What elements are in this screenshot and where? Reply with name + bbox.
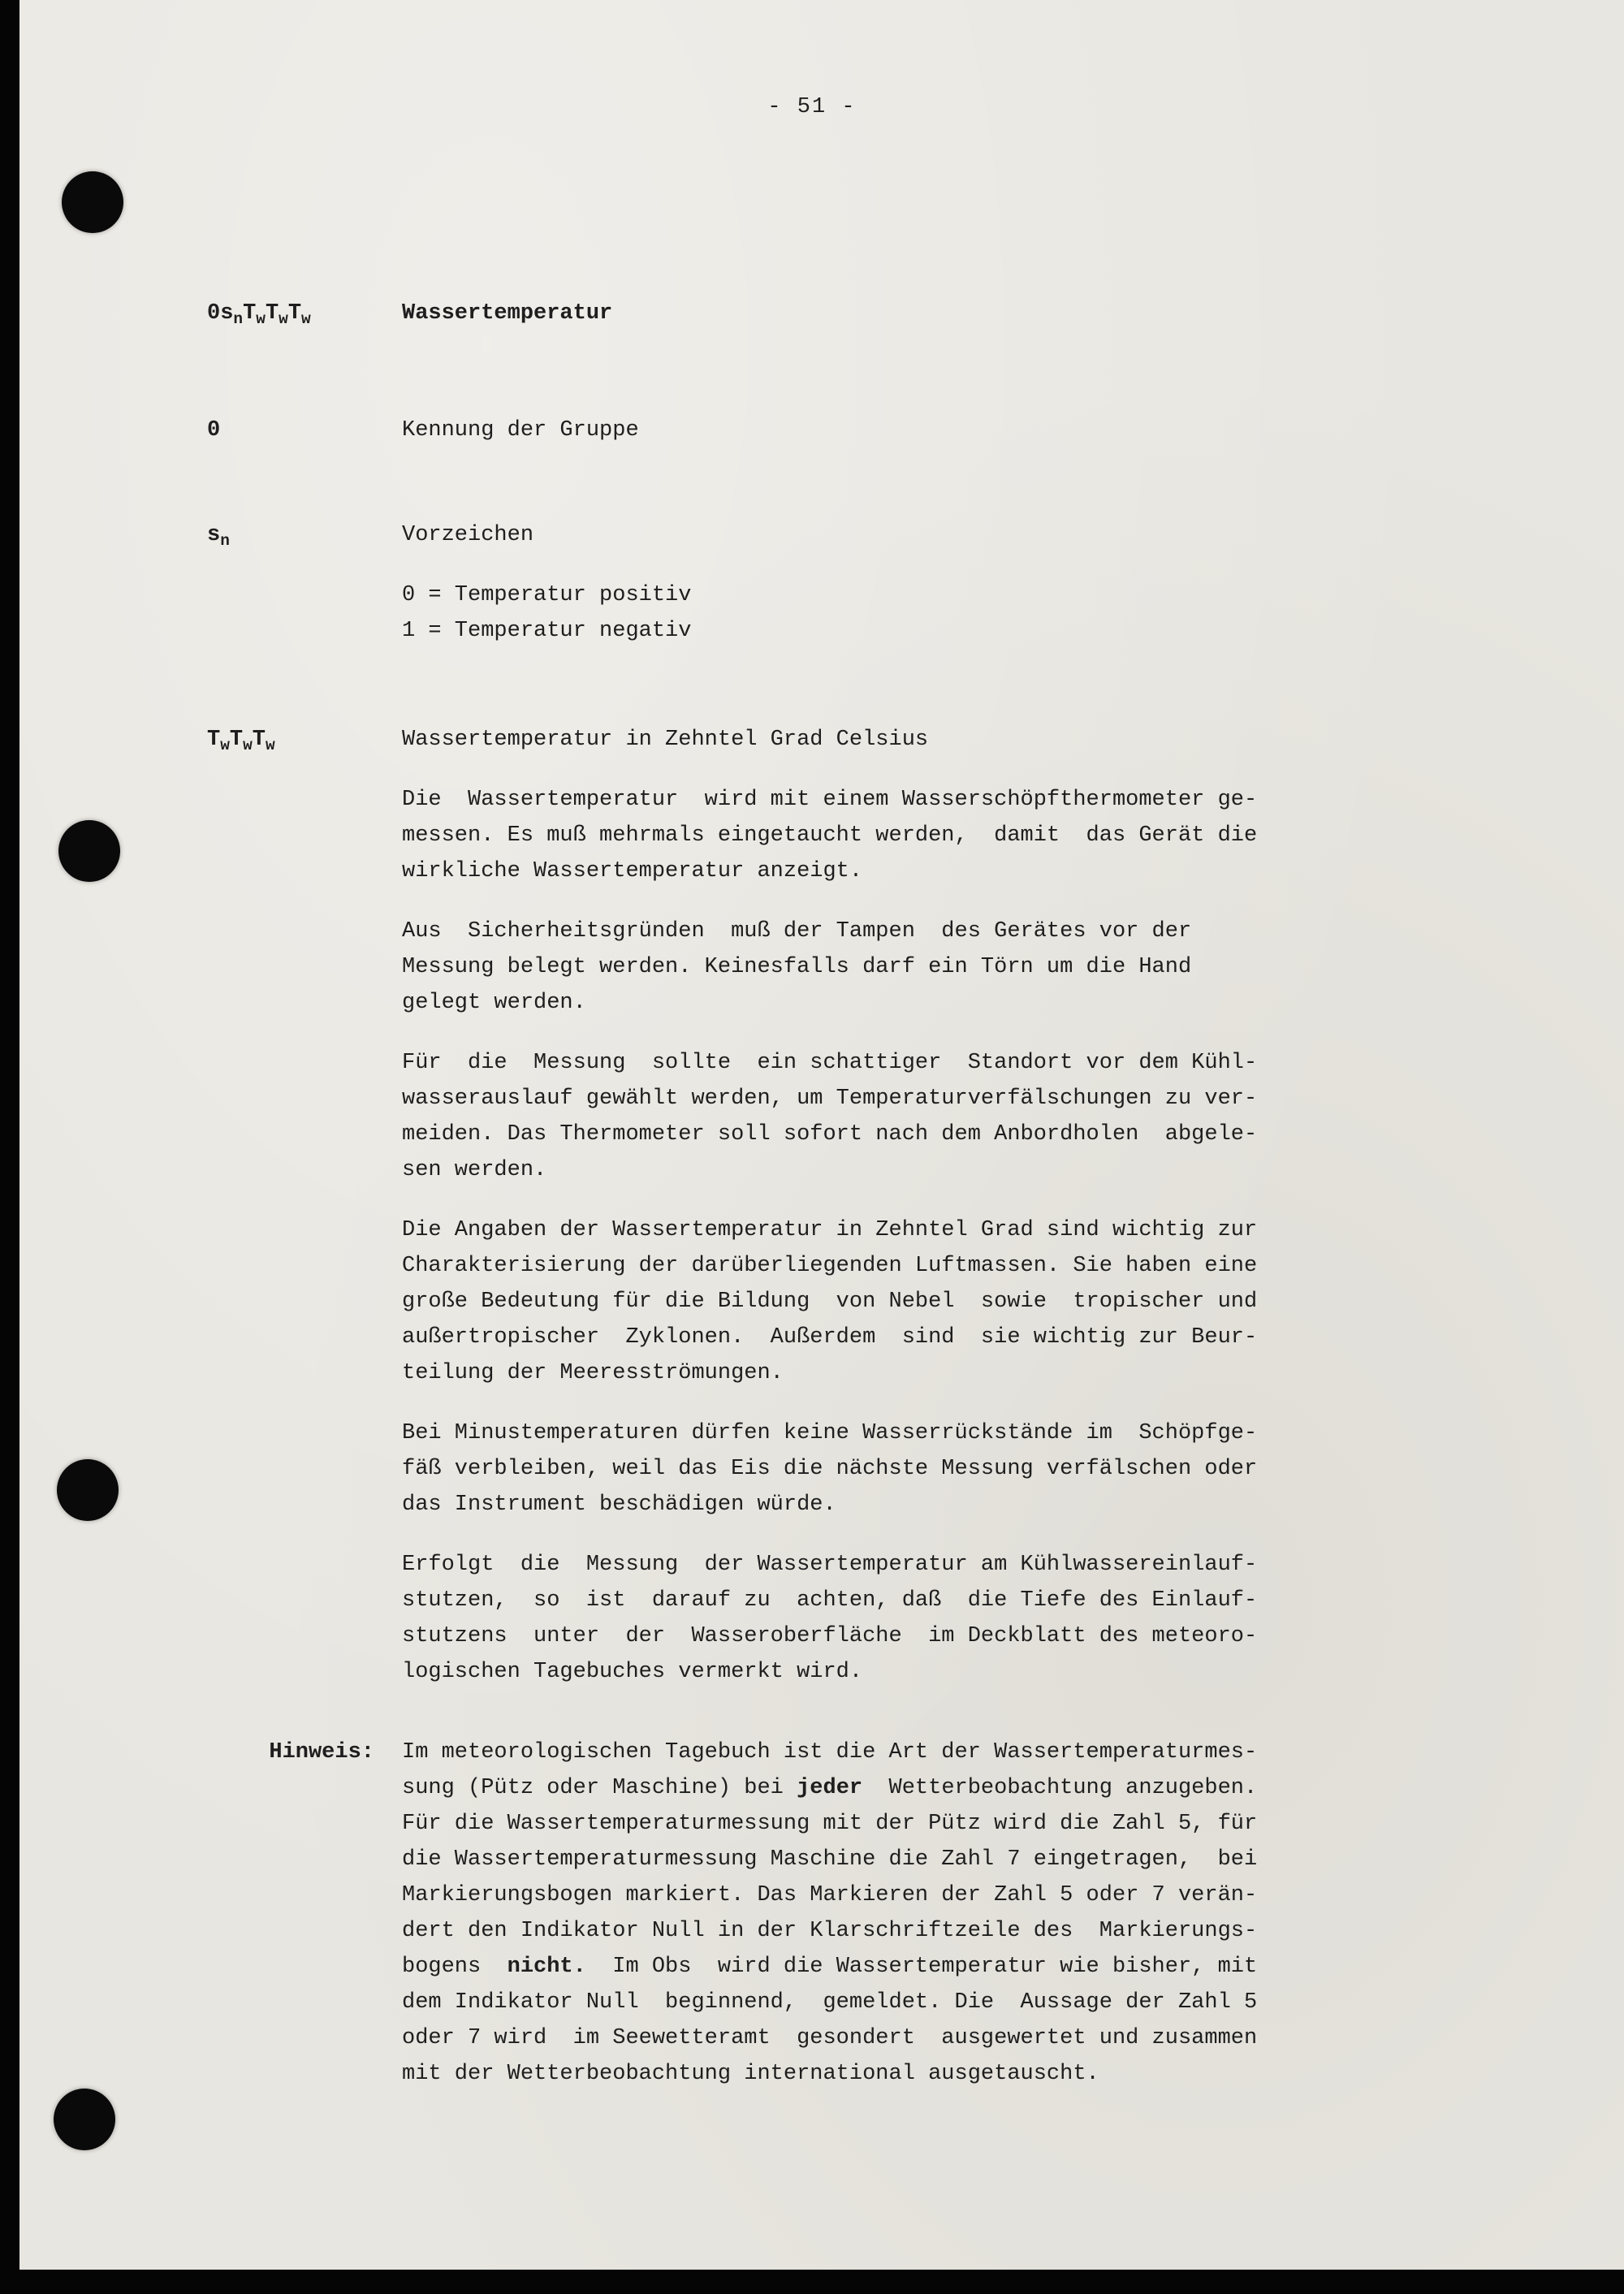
text-line: wirkliche Wassertemperatur anzeigt.: [402, 859, 863, 883]
paragraph: [402, 722, 1478, 758]
text-line: logischen Tagebuches vermerkt wird.: [402, 1660, 863, 1684]
paragraph: [402, 1547, 1478, 1690]
text-line: Für die Wassertemperaturmessung mit der Pütz wird die Zahl 5, für: [402, 1812, 1258, 1836]
section-body: [402, 517, 1478, 649]
text-line: Wassertemperatur: [402, 301, 613, 326]
text-line: messen. Es muß mehrmals eingetaucht werden, damit das Gerät die: [402, 823, 1258, 848]
text-line: große Bedeutung für die Bildung von Nebel sowie tropischer und: [402, 1290, 1258, 1314]
symbol-code: 0: [207, 418, 221, 443]
text-line: die Wassertemperaturmessung Maschine die Zahl 7 eingetragen, bei: [402, 1847, 1258, 1872]
document-section: [207, 296, 1478, 331]
text-line: wasserauslauf gewählt werden, um Temperaturverfälschungen zu ver-: [402, 1087, 1258, 1111]
text-line: mit der Wetterbeobachtung international ausgetauscht.: [402, 2062, 1099, 2086]
symbol-column: [207, 722, 402, 758]
text-line: oder 7 wird im Seewetteramt gesondert ausgewertet und zusammen: [402, 2026, 1258, 2050]
text-line: meiden. Das Thermometer soll sofort nach dem Anbordholen abgele-: [402, 1122, 1258, 1147]
paragraph: [402, 577, 1478, 649]
paragraph: [402, 296, 1478, 331]
text-line: Aus Sicherheitsgründen muß der Tampen des Gerätes vor der: [402, 919, 1192, 944]
paragraph: [402, 517, 1478, 553]
paragraph: [402, 1212, 1478, 1391]
note-label-column: [207, 1735, 402, 1770]
text-line: Vorzeichen: [402, 523, 534, 547]
text-line: Kennung der Gruppe: [402, 418, 639, 443]
symbol-column: [207, 517, 402, 553]
text-line: Markierungsbogen markiert. Das Markieren der Zahl 5 oder 7 verän-: [402, 1883, 1258, 1907]
symbol-code: 0snTwTwTw: [207, 301, 311, 328]
document-body: [0, 296, 1624, 2092]
symbol-code: sn: [207, 523, 230, 550]
document-section: [207, 1735, 1478, 2092]
text-line: stutzen, so ist darauf zu achten, daß die Tiefe des Einlauf-: [402, 1588, 1258, 1613]
document-section: [207, 413, 1478, 448]
document-section: [207, 722, 1478, 1690]
paragraph: [402, 413, 1478, 448]
text-line: Messung belegt werden. Keinesfalls darf ein Törn um die Hand: [402, 955, 1192, 979]
paragraph: [402, 1045, 1478, 1188]
page-number: - 51 -: [767, 95, 857, 119]
document-section: [207, 517, 1478, 649]
section-body: [402, 413, 1478, 448]
text-line: gelegt werden.: [402, 991, 586, 1015]
punch-hole: [58, 820, 120, 882]
symbol-column: [207, 296, 402, 331]
text-line: Für die Messung sollte ein schattiger Standort vor dem Kühl-: [402, 1051, 1258, 1075]
text-line: Wassertemperatur in Zehntel Grad Celsius: [402, 728, 929, 752]
scan-edge-bottom: [0, 2270, 1624, 2294]
text-line: außertropischer Zyklonen. Außerdem sind sie wichtig zur Beur-: [402, 1325, 1258, 1350]
note-label: Hinweis:: [269, 1740, 374, 1765]
text-line: sung (Pütz oder Maschine) bei jeder Wetterbeobachtung anzugeben.: [402, 1776, 1258, 1800]
text-line: dem Indikator Null beginnend, gemeldet. Die Aussage der Zahl 5: [402, 1990, 1258, 2015]
punch-hole: [54, 2089, 115, 2150]
section-body: [402, 1735, 1478, 2092]
punch-hole: [62, 171, 123, 233]
emphasized-text: jeder: [797, 1776, 863, 1800]
text-line: Die Wassertemperatur wird mit einem Wasserschöpfthermometer ge-: [402, 788, 1258, 812]
symbol-column: [207, 413, 402, 448]
section-body: [402, 296, 1478, 331]
section-body: [402, 722, 1478, 1690]
paragraph: [402, 782, 1478, 889]
paragraph: [402, 1735, 1478, 2092]
symbol-code: TwTwTw: [207, 728, 275, 754]
text-line: das Instrument beschädigen würde.: [402, 1493, 836, 1517]
text-line: fäß verbleiben, weil das Eis die nächste Messung verfälschen oder: [402, 1457, 1258, 1481]
text-line: Die Angaben der Wassertemperatur in Zehntel Grad sind wichtig zur: [402, 1218, 1258, 1242]
paragraph: [402, 1415, 1478, 1523]
text-line: teilung der Meeresströmungen.: [402, 1361, 784, 1385]
scan-edge-left: [0, 0, 19, 2294]
text-line: Charakterisierung der darüberliegenden Luftmassen. Sie haben eine: [402, 1254, 1258, 1278]
text-line: 1 = Temperatur negativ: [402, 619, 692, 643]
punch-hole: [57, 1459, 119, 1521]
paragraph: [402, 914, 1478, 1021]
text-line: dert den Indikator Null in der Klarschriftzeile des Markierungs-: [402, 1919, 1258, 1943]
text-line: Im meteorologischen Tagebuch ist die Art der Wassertemperaturmes-: [402, 1740, 1258, 1765]
text-line: Erfolgt die Messung der Wassertemperatur am Kühlwassereinlauf-: [402, 1553, 1258, 1577]
text-line: bogens nicht. Im Obs wird die Wassertemperatur wie bisher, mit: [402, 1955, 1258, 1979]
emphasized-text: nicht.: [507, 1955, 586, 1979]
text-line: Bei Minustemperaturen dürfen keine Wasserrückstände im Schöpfge-: [402, 1421, 1258, 1445]
text-line: stutzens unter der Wasseroberfläche im Deckblatt des meteoro-: [402, 1624, 1258, 1648]
text-line: 0 = Temperatur positiv: [402, 583, 692, 607]
text-line: sen werden.: [402, 1158, 547, 1182]
